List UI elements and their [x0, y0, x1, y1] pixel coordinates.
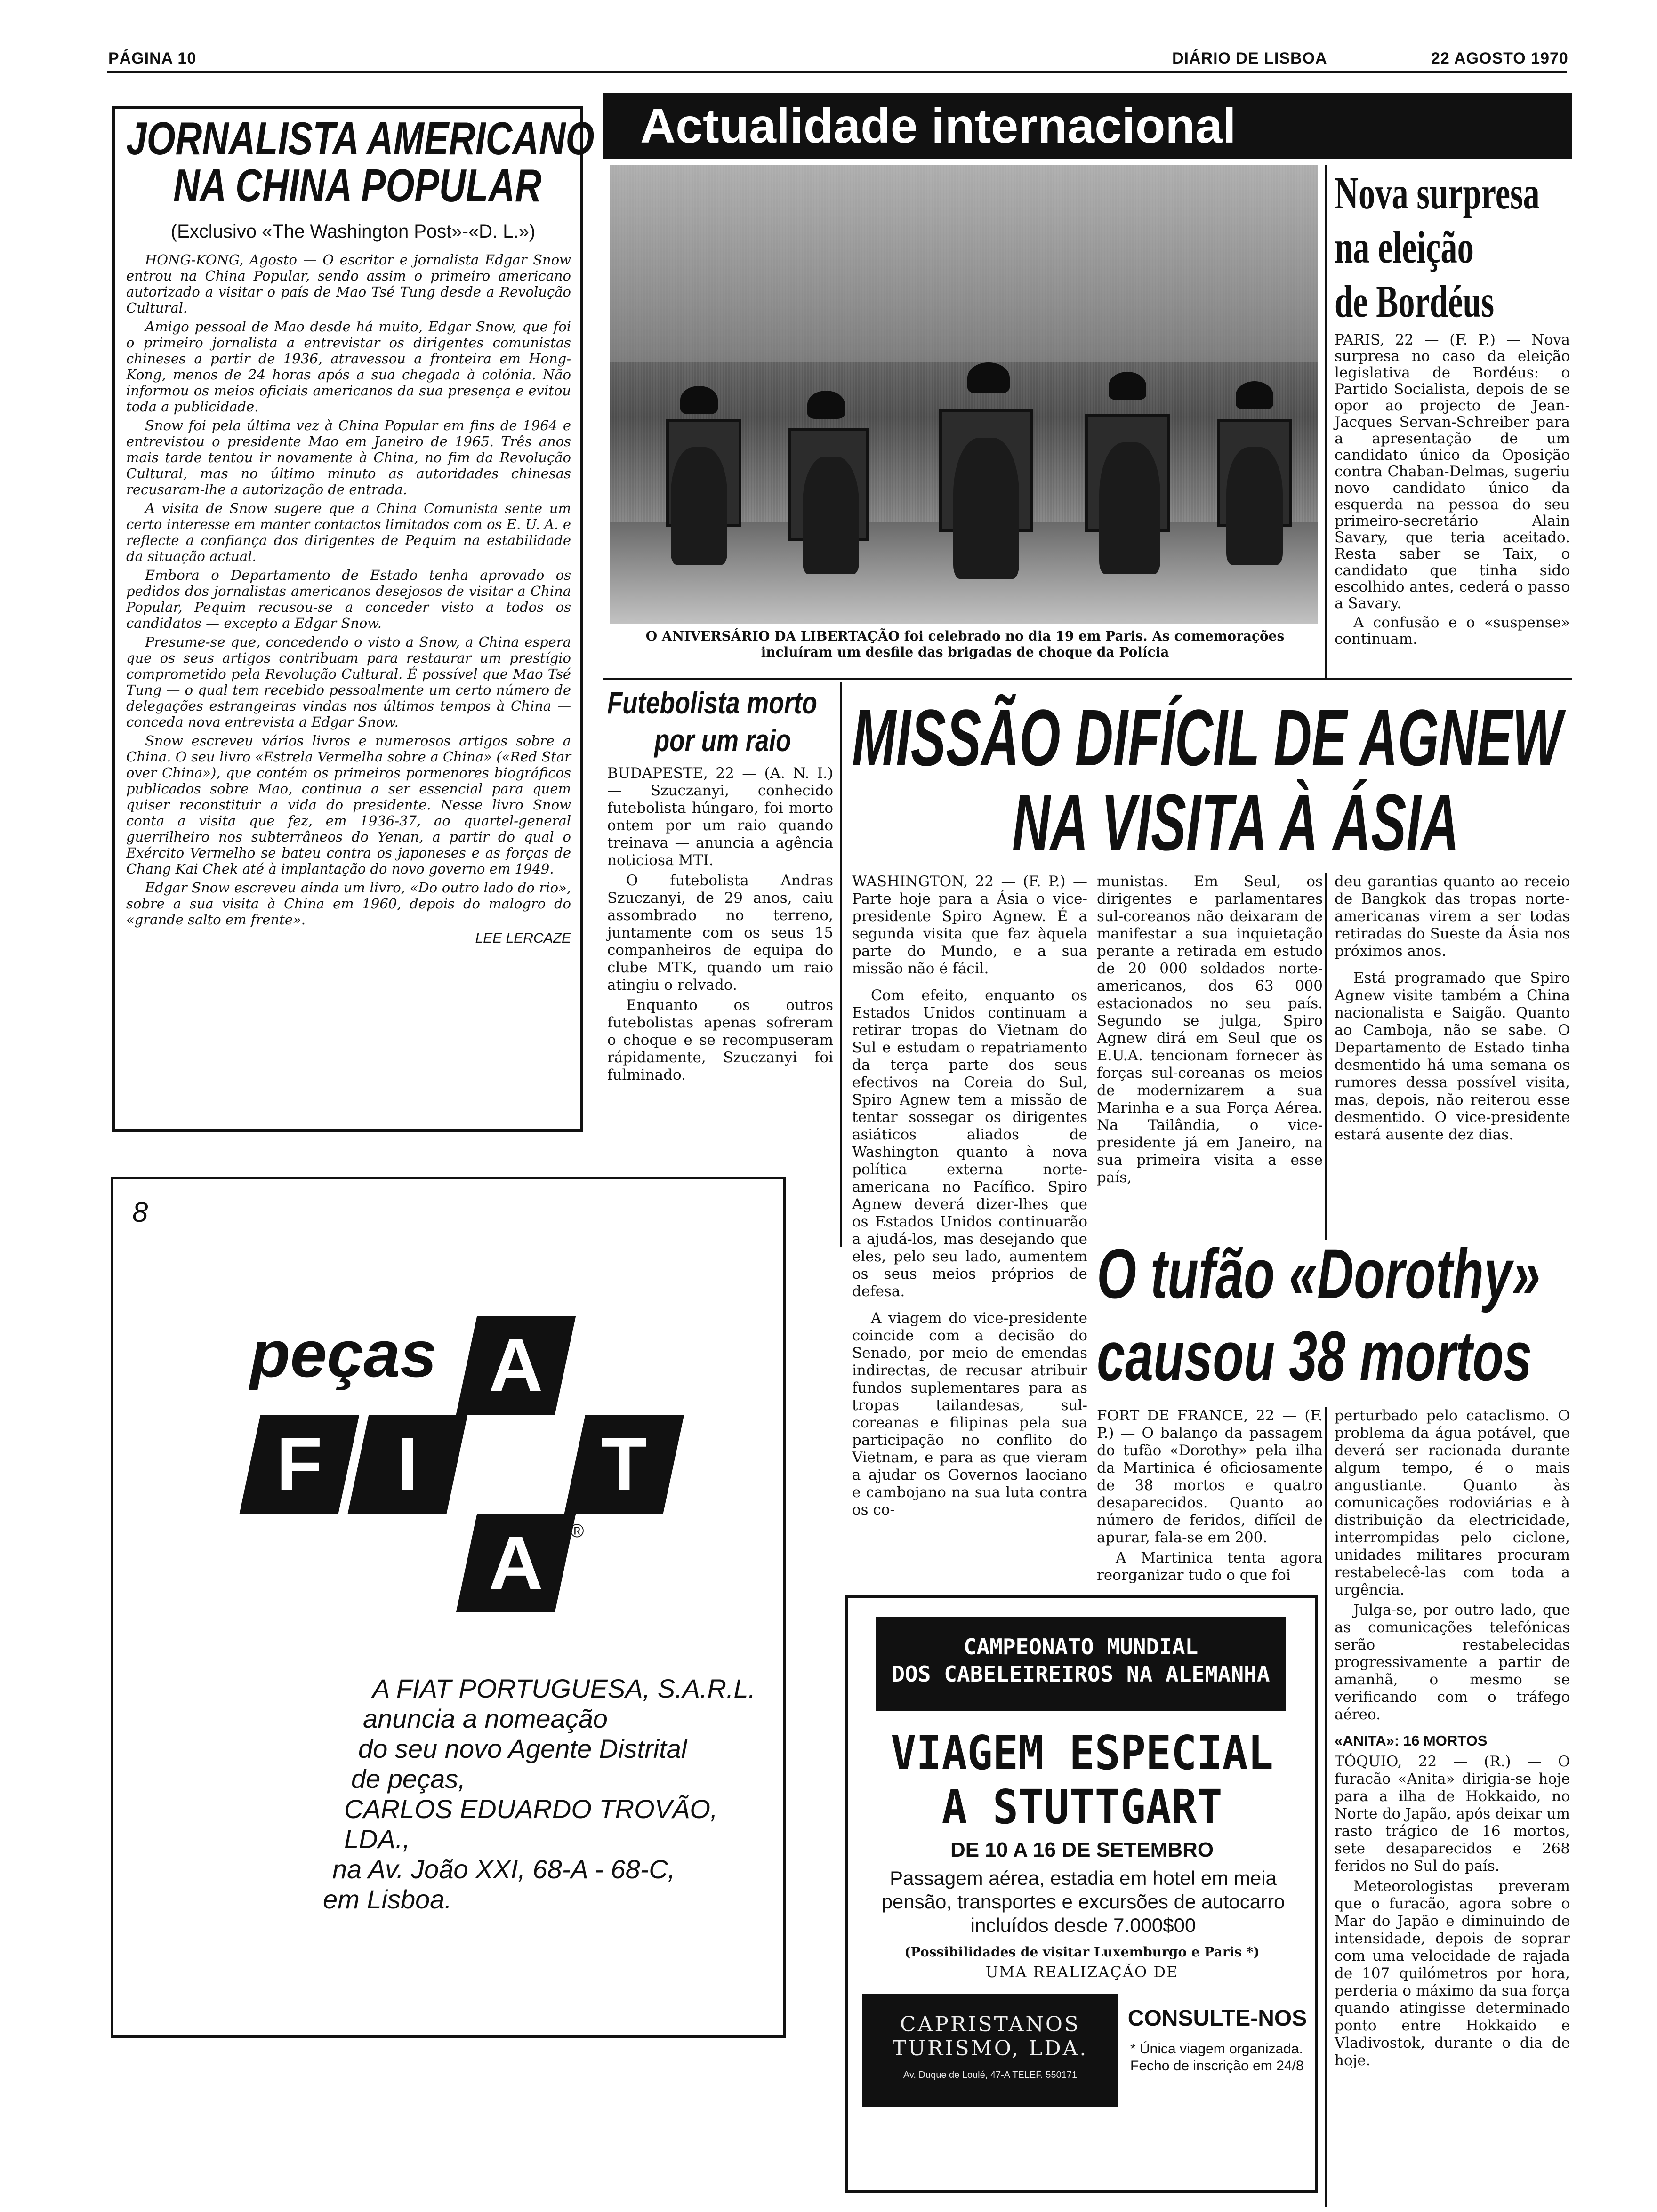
bordeus-body: [1335, 332, 1570, 650]
agnew-col-3: [1335, 873, 1570, 1146]
fiat-logo-letter: [240, 1415, 360, 1514]
anita-subhead: «ANITA»: 16 MORTOS: [1335, 1732, 1488, 1749]
journalist-headline-2: NA CHINA POPULAR: [173, 160, 542, 211]
paragraph: deu garantias quanto ao receio de Bangkok das tropas norte-americanas virem a ser todas retiradas do Sueste da Ásia nos próximos anos.: [1335, 873, 1570, 960]
soldier-helmet: [1109, 372, 1146, 400]
issue-date: 22 AGOSTO 1970: [1431, 49, 1569, 67]
paragraph: Presume-se que, concedendo o visto a Snow, a China espera que os seus artigos contribuam para restaurar um prestígio comprometido pela Revolução Cultural. É possível que Mao Tsé Tung — o qual tem recebido pessoalmente um certo número de delegações estrangeiras vindas nos últimos tempos à China — conceda nova entrevista a Edgar Snow.: [126, 634, 571, 730]
paragraph: perturbado pelo cataclismo. O problema da água potável, que deverá ser racionada durante algum tempo, é o mais angustiante. Quanto às comunicações rodoviárias e à distribuição da electricidade, interrompidas pelo ciclone, unidades militares procuram restabelecê-las com toda a urgência.: [1335, 1407, 1570, 1598]
fiat-announcement: [323, 1674, 777, 1915]
tour-note: (Possibilidades de visitar Luxemburgo e Paris *): [904, 1944, 1260, 1960]
ad-line: na Av. João XXI, 68-A - 68-C,: [332, 1854, 676, 1884]
ad-line: A FIAT PORTUGUESA, S.A.R.L.: [372, 1674, 756, 1703]
fiat-logo-letter: [348, 1415, 468, 1514]
futebolista-headline-1: Futebolista morto: [607, 685, 817, 720]
agnew-col-2: [1097, 873, 1323, 1189]
paragraph: A visita de Snow sugere que a China Comunista sente um certo interesse em manter contactos limitados com os E. U. A. e reflecte a confiança dos dirigentes de Pequim na estabilidade da situação actual.: [126, 500, 571, 564]
bordeus-headline-3: de Bordéus: [1335, 276, 1495, 327]
soldier-helmet: [807, 391, 845, 419]
bordeus-headline-1: Nova surpresa: [1335, 168, 1540, 219]
paragraph: Snow foi pela última vez à China Popular em fins de 1964 e entrevistou o presidente Mao em Janeiro de 1965. Três anos mais tarde tentou ir novamente à China, no fim da Revolução Cultural, mas no último minuto as autoridades chinesas recusaram-lhe a autorização de entrada.: [126, 417, 571, 497]
ad-line: anuncia a nomeação: [363, 1704, 608, 1733]
agency-address: Av. Duque de Loulé, 47-A TELEF. 550171: [903, 2070, 1078, 2080]
agnew-headline-1: MISSÃO DIFÍCIL DE AGNEW: [852, 693, 1562, 783]
fiat-letter-a-bottom: A: [489, 1521, 543, 1605]
parade-photo: [610, 165, 1318, 624]
registered-mark: ®: [570, 1521, 584, 1541]
paragraph: A Martinica tenta agora reorganizar tudo o que foi: [1097, 1549, 1323, 1584]
tour-description: Passagem aérea, estadia em hotel em meia pensão, transportes e excursões de autocarro incluídos desde 7.000$00: [881, 1867, 1285, 1936]
paragraph: HONG-KONG, Agosto — O escritor e jornalista Edgar Snow entrou na China Popular, sendo assim o primeiro americano autorizado a visitar o país de Mao Tsé Tung desde a Revolução Cultural.: [126, 252, 571, 316]
tour-title-1: VIAGEM ESPECIAL: [891, 1725, 1273, 1780]
dorothy-col-2: [1335, 1407, 1570, 2072]
paragraph: A confusão e o «suspense» continuam.: [1335, 614, 1570, 648]
section-banner: Actualidade internacional: [603, 93, 1572, 159]
paragraph: FORT DE FRANCE, 22 — (F. P.) — O balanço da passagem do tufão «Dorothy» pela ilha da Martinica é oficiosamente de 38 mortos e quatro desaparecidos. Quanto ao número de feridos, difícil de apurar, fala-se em 200.: [1097, 1407, 1323, 1546]
paragraph: PARIS, 22 — (F. P.) — Nova surpresa no caso da eleição legislativa de Bordéus: o Partido Socialista, depois de se opor ao projecto de Jean-Jacques Servan-Schreiber para a apresentação de um candidato único da Oposição contra Chaban-Delmas, sugeriu novo candidato único da esquerda na pessoa do seu primeiro-secretário Alain Savary, que teria aceitado. Resta saber se Taix, o candidato que tinha sido escolhido antes, cederá o passo a Savary.: [1335, 331, 1570, 612]
paragraph: Amigo pessoal de Mao desde há muito, Edgar Snow, que foi o primeiro jornalista a entrevistar os dirigentes comunistas chineses a partir de 1936, atravessou a fronteira em Hong-Kong, menos de 24 horas após a sua chegada à colónia. Não informou os meios oficiais americanos da sua presença e evitou toda a publicidade.: [126, 319, 571, 415]
soldier-figure: [803, 457, 859, 574]
consult-cta: CONSULTE-NOS: [1127, 2006, 1307, 2031]
soldier-helmet: [967, 362, 1010, 393]
fiat-ad: [111, 1177, 786, 2038]
paragraph: O futebolista Andras Szuczanyi, de 29 anos, caiu assombrado no terreno, juntamente com os seus 15 companheiros de equipa do clube MTK, quando um raio atingiu o relvado.: [607, 872, 833, 994]
championship-banner: [876, 1617, 1286, 1711]
futebolista-body: [607, 765, 833, 1087]
paragraph: Embora o Departamento de Estado tenha aprovado os pedidos dos jornalistas americanos desejosos de visitar a China Popular, Pequim recusou-se a conceder visto a todos os candidatos — excepto a Edgar Snow.: [126, 567, 571, 631]
bordeus-headline-2: na eleição: [1335, 222, 1474, 273]
dorothy-headline-1: O tufão «Dorothy»: [1097, 1234, 1541, 1313]
agency-subname: TURISMO, LDA.: [892, 2036, 1088, 2060]
paragraph: WASHINGTON, 22 — (F. P.) — Parte hoje para a Ásia o vice-presidente Spiro Agnew. É a segunda visita que faz àquela parte do Mundo, e a sua missão não é fácil.: [852, 873, 1087, 977]
fiat-logo-letter: [456, 1514, 576, 1612]
stuttgart-ad: [845, 1595, 1318, 2193]
paragraph: Julga-se, por outro lado, que as comunicações telefónicas serão restabelecidas progressivamente a partir de amanhã, o mesmo se verificando com o tráfego aéreo.: [1335, 1602, 1570, 1723]
fiat-letter-f: F: [276, 1422, 322, 1506]
agnew-headline-2: NA VISITA À ÁSIA: [1012, 778, 1459, 867]
paragraph: TÓQUIO, 22 — (R.) — O furacão «Anita» dirigia-se hoje para a ilha de Hokkaido, no Norte do Japão, após deixar um rasto trágico de 16 mortos, sete desaparecidos e 268 feridos no Sul do país.: [1335, 1753, 1570, 1875]
photo-building: [610, 165, 1318, 362]
page-number: PÁGINA 10: [108, 49, 197, 67]
ad-line: de peças,: [351, 1764, 466, 1794]
futebolista-headline-2: por um raio: [654, 723, 791, 758]
journalist-source: (Exclusivo «The Washington Post»-«D. L.»): [170, 221, 536, 242]
agency-name: CAPRISTANOS: [900, 2012, 1081, 2036]
banner-line: DOS CABELEIREIROS NA ALEMANHA: [892, 1661, 1270, 1687]
column-rule: [1325, 873, 1327, 1240]
paragraph: BUDAPESTE, 22 — (A. N. I.) — Szuczanyi, conhecido futebolista húngaro, foi morto ontem por um raio quando treinava — anuncia a agência noticiosa MTI.: [607, 765, 833, 869]
paragraph: Com efeito, enquanto os Estados Unidos continuam a retirar tropas do Vietnam do Sul e estudam o repatriamento da terça parte dos seus efectivos na Coreia do Sul, Spiro Agnew tem a missão de tentar sossegar os dirigentes asiáticos aliados de Washington quanto à nova política externa norte-americana no Pacífico. Spiro Agnew deverá dizer-lhes que os Estados Unidos continuarão a ajudá-los, mas desejando que eles, pelo seu lado, aumentem os seus meios próprios de defesa.: [852, 987, 1087, 1300]
soldier-helmet: [680, 386, 718, 414]
dorothy-col-1: [1097, 1407, 1323, 1587]
soldier-helmet: [1236, 381, 1273, 409]
paragraph: Edgar Snow escreveu ainda um livro, «Do outro lado do rio», sobre a sua visita à China em 1960, depois do malogro do «grande salto em frente».: [126, 880, 571, 928]
agnew-col-1: [852, 873, 1087, 1522]
paragraph: Snow escreveu vários livros e numerosos artigos sobre a China. O seu livro «Estrela Vermelha sobre a China» («Red Star over China»), que contém os primeiros pormenores biográficos publicados sobre Mao, continua a ser essencial para quem quiser reconstituir a vida do presidente. Nesse livro Snow conta a visita que fez, em 1936-37, ao quartel-general guerrilheiro nos subterrâneos do Yenan, a partir do qual o Exército Vermelho se bateu contra os japoneses e as forças de Chang Kai Chek até à implantação do novo governo em 1949.: [126, 733, 571, 877]
paragraph: Está programado que Spiro Agnew visite também a China nacionalista e Saigão. Quanto ao Camboja, não se sabe. O Departamento de Estado tinha desmentido há uma semana os rumores dessa possível visita, mas, depois, não reiterou esse desmentido. O vice-presidente estará ausente dez dias.: [1335, 970, 1570, 1143]
fiat-tagline: peças: [250, 1317, 437, 1391]
tour-title-2: A STUTTGART: [941, 1779, 1223, 1835]
section-rule: [603, 678, 1572, 680]
soldier-figure: [671, 447, 727, 565]
soldier-figure: [1226, 447, 1283, 565]
journalist-headline-1: JORNALISTA AMERICANO: [126, 112, 595, 164]
soldier-figure: [953, 438, 1019, 579]
paragraph: Enquanto os outros futebolistas apenas sofreram o choque e se recompuseram rápidamente, Szuczanyi foi fulminado.: [607, 997, 833, 1083]
journalist-body: [126, 252, 571, 949]
paragraph: A viagem do vice-presidente coincide com a decisão do Senado, por meio de emendas indirectas, de recusar atribuir fundos suplementares para as tropas tailandesas, sul-coreanas e filipinas pela sua participação no conflito do Vietnam, e para as que vieram a ajudar os Governos laociano e cambojano na sua luta contra os co-: [852, 1310, 1087, 1518]
soldier-figure: [1099, 442, 1160, 574]
newspaper-name: DIÁRIO DE LISBOA: [1172, 49, 1327, 67]
agency-logo-box: [862, 1994, 1118, 2107]
column-rule: [1325, 165, 1327, 678]
column-rule: [1325, 1407, 1327, 2207]
photo-caption: O ANIVERSÁRIO DA LIBERTAÇÃO foi celebrado no dia 19 em Paris. As comemorações incluíram um desfile das brigadas de choque da Polícia: [645, 628, 1285, 660]
fiat-logo-letter: [456, 1316, 576, 1415]
tour-footnote: * Única viagem organizada. Fecho de inscrição em 24/8: [1130, 2041, 1304, 2074]
dorothy-headline-2: causou 38 mortos: [1097, 1316, 1532, 1395]
tour-dates: DE 10 A 16 DE SETEMBRO: [950, 1838, 1214, 1861]
tour-organizer-label: UMA REALIZAÇÃO DE: [985, 1963, 1179, 1981]
fiat-letter-t: T: [601, 1422, 647, 1506]
fiat-letter-a-top: A: [489, 1323, 543, 1407]
ad-line: CARLOS EDUARDO TROVÃO, LDA.,: [344, 1794, 718, 1854]
fiat-logo-letter: [564, 1415, 684, 1514]
ad-line: em Lisboa.: [323, 1884, 452, 1914]
paragraph: munistas. Em Seul, os dirigentes e parlamentares sul-coreanos não deixaram de manifestar a sua inquietação perante a retirada em estudo de 20 000 soldados norte-americanos, dos 63 000 estacionados no seu país. Segundo se julga, Spiro Agnew dirá em Seul que os E.U.A. tencionam fornecer às forças sul-coreanas os meios de modernizarem a sua Marinha e a sua Força Aérea. Na Tailândia, o vice-presidente já em Janeiro, na sua primeira visita a esse país,: [1097, 873, 1323, 1186]
banner-line: CAMPEONATO MUNDIAL: [963, 1634, 1199, 1659]
ad-line: do seu novo Agente Distrital: [358, 1734, 687, 1763]
fiat-letter-i: I: [397, 1422, 418, 1506]
paragraph: Meteorologistas preveram que o furacão, agora sobre o Mar do Japão e diminuindo de intensidade, depois de soprar com uma velocidade de rajada de 107 quilómetros por hora, perderia o máximo da sua força quando atingisse determinado ponto entre Hokkaido e Vladivostok, durante o dia de hoje.: [1335, 1878, 1570, 2069]
column-rule: [840, 682, 842, 1247]
journalist-byline: LEE LERCAZE: [475, 930, 571, 946]
header-rule: [107, 71, 1567, 73]
ad-corner-mark: 8: [132, 1196, 148, 1228]
